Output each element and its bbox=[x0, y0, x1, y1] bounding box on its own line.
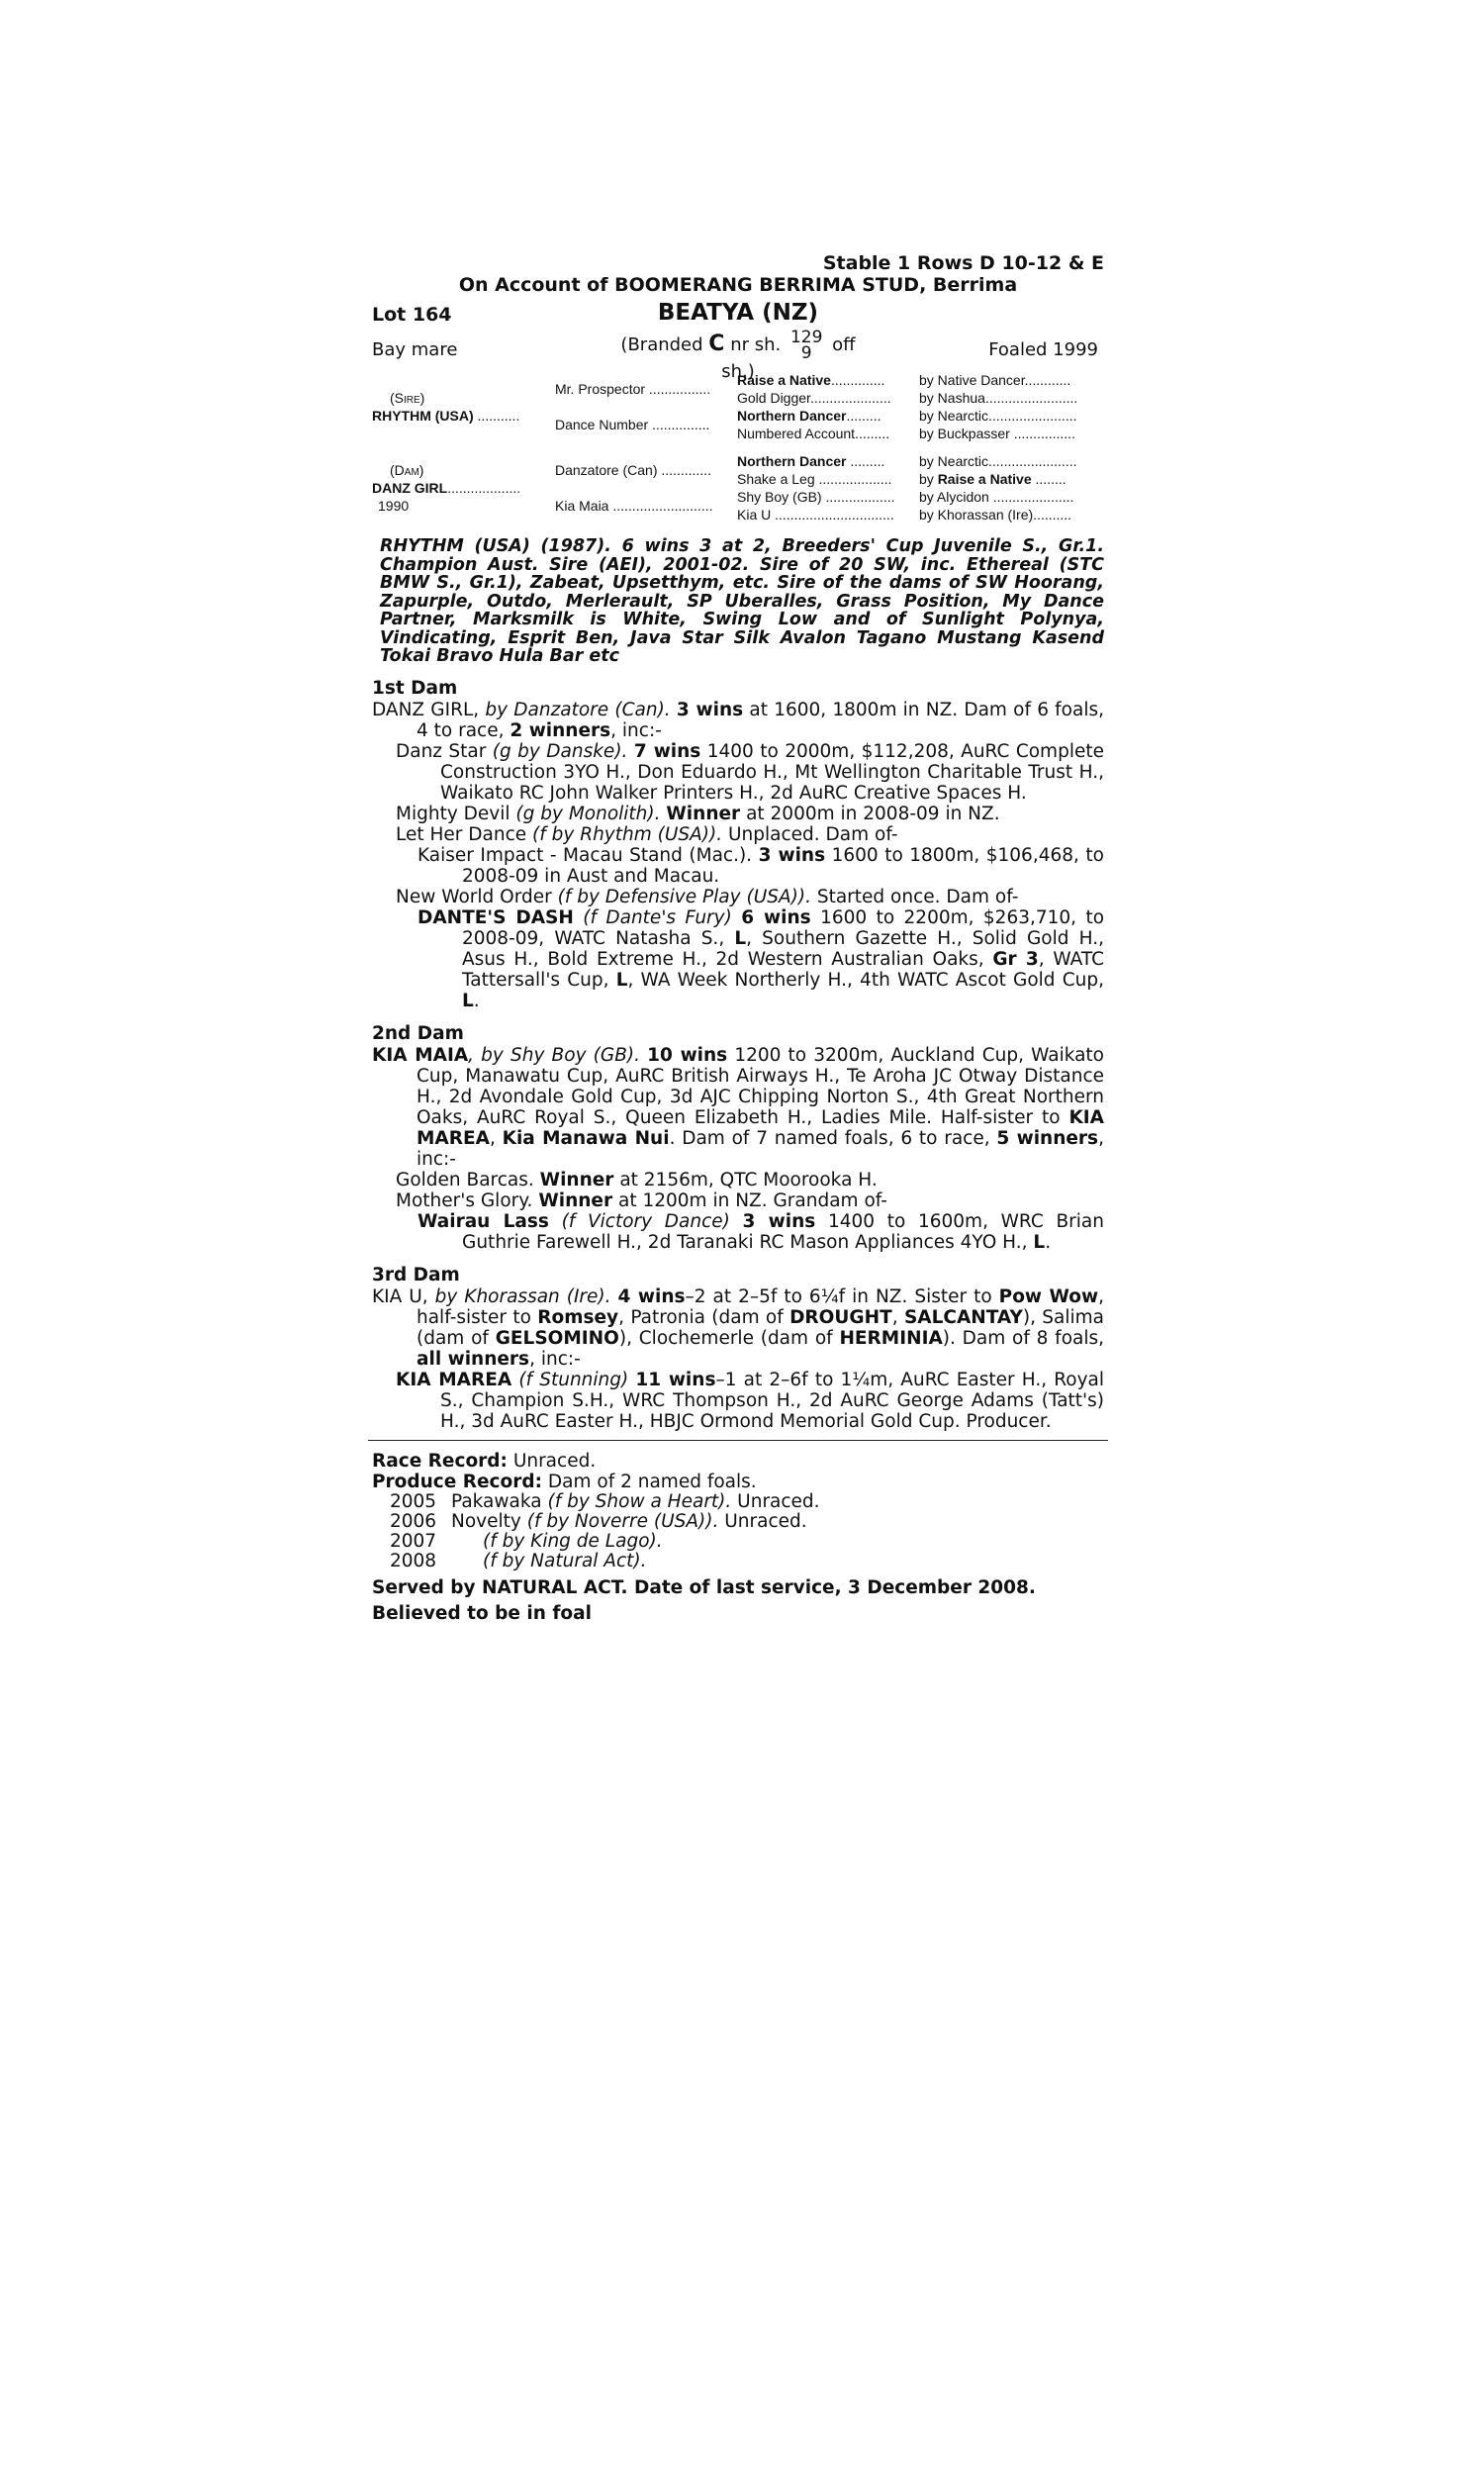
third-dam-heading: 3rd Dam bbox=[372, 1264, 460, 1285]
catalogue-page bbox=[372, 252, 1104, 1625]
produce-record: Produce Record: Dam of 2 named foals. bbox=[372, 1471, 757, 1492]
foal-row: 2005 Pakawaka (f by Show a Heart). Unraced. bbox=[390, 1490, 820, 1512]
g3-5: Shake a Leg ................... bbox=[737, 471, 892, 487]
brand-number-bottom: 9 bbox=[800, 343, 812, 363]
sire-note: RHYTHM (USA) (1987). 6 wins 3 at 2, Breeders' Cup Juvenile S., Gr.1. Champion Aust. Sire (AEI), 2001-02. Sire of 20 SW, inc. Ethereal (STC BMW S., Gr.1), Zabeat, Upsetthym, etc. Sire of the dams of SW Hoorang, Zapurple, Outdo, Merlerault, SP Uberalles, Grass Position, My Dance Partner, Marksmilk is White, Swing Low and of Sunlight Polynya, Vindicating, Esprit Ben, Java Star Silk Avalon Tagano Mustang Kasend Tokai Bravo Hula Bar etc bbox=[380, 536, 1104, 666]
section-divider bbox=[368, 1440, 1108, 1441]
sire-name: RHYTHM (USA) bbox=[372, 408, 474, 424]
g4-3: by Buckpasser ................ bbox=[919, 426, 1075, 441]
race-record: Race Record: Unraced. bbox=[372, 1450, 597, 1472]
sire-sire-cell: Mr. Prospector ................ bbox=[555, 381, 711, 397]
first-dam-intro: DANZ GIRL, by Danzatore (Can). 3 wins at 1600, 1800m in NZ. Dam of 6 foals, 4 to race, 2 winners, inc:- bbox=[372, 699, 1104, 741]
sire-dam-cell: Dance Number ............... bbox=[555, 417, 710, 432]
progeny-mighty-devil: Mighty Devil (g by Monolith). Winner at 2000m in 2008-09 in NZ. bbox=[396, 803, 1000, 824]
progeny-mothers-glory: Mother's Glory. Winner at 1200m in NZ. Grandam of- bbox=[396, 1189, 887, 1211]
g4-4: by Nearctic....................... bbox=[919, 453, 1077, 469]
second-dam-heading: 2nd Dam bbox=[372, 1022, 464, 1044]
dam-sire-cell: Danzatore (Can) ............. bbox=[555, 462, 711, 478]
progeny-let-her-dance: Let Her Dance (f by Rhythm (USA)). Unplaced. Dam of- bbox=[396, 823, 898, 845]
vendor-account: On Account of BOOMERANG BERRIMA STUD, Berrima bbox=[458, 274, 1018, 296]
dam-cell: (Dam) DANZ GIRL................... 1990 bbox=[372, 452, 555, 523]
sire-dam: Dance Number bbox=[555, 417, 649, 432]
g3-6: Shy Boy (GB) .................. bbox=[737, 489, 895, 505]
grandprogeny-kaiser-impact: Kaiser Impact - Macau Stand (Mac.). 3 wins 1600 to 1800m, $106,468, to 2008-09 in Aust and Macau. bbox=[417, 844, 1104, 887]
brand-mark-icon: C bbox=[708, 332, 725, 356]
foaled-year: Foaled 1999 bbox=[988, 339, 1098, 360]
grandprogeny-wairau-lass: Wairau Lass (f Victory Dance) 3 wins 1400 to 1600m, WRC Brian Guthrie Farewell H., 2d Taranaki RC Mason Appliances 4YO H., L. bbox=[417, 1210, 1104, 1253]
horse-sex: Bay mare bbox=[372, 339, 458, 360]
g3-4: Northern Dancer ......... bbox=[737, 453, 885, 469]
g4-6: by Alycidon ..................... bbox=[919, 489, 1074, 505]
progeny-kia-marea: KIA MAREA (f Stunning) 11 wins–1 at 2–6f to 1¼m, AuRC Easter H., Royal S., Champion S.H., WRC Thompson H., 2d AuRC George Adams (Tatt's) H., 3d AuRC Easter H., HBJC Ormond Memorial Gold Cup. Producer. bbox=[396, 1369, 1105, 1432]
third-dam-intro: KIA U, by Khorassan (Ire). 4 wins–2 at 2–5f to 6¼f in NZ. Sister to Pow Wow, half-sister to Romsey, Patronia (dam of DROUGHT, SALCANTAY), Salima (dam of GELSOMINO), Clochemerle (dam of HERMINIA). Dam of 8 foals, all winners, inc:- bbox=[372, 1285, 1105, 1370]
brand-description bbox=[614, 330, 862, 382]
grandprogeny-dantes-dash: DANTE'S DASH (f Dante's Fury) 6 wins 1600 to 2200m, $263,710, to 2008-09, WATC Natasha S., L, Southern Gazette H., Solid Gold H., Asus H., Bold Extreme H., 2d Western Australian Oaks, Gr 3, WATC Tattersall's Cup, L, WA Week Northerly H., 4th WATC Ascot Gold Cup, L. bbox=[417, 906, 1105, 1011]
horse-name: BEATYA (NZ) bbox=[657, 300, 819, 326]
brand-number bbox=[790, 330, 822, 361]
g4-2: by Nearctic....................... bbox=[919, 408, 1077, 424]
foal-row: 2007 (f by King de Lago). bbox=[390, 1530, 663, 1552]
sire-label: (Sire) bbox=[390, 390, 425, 406]
g4-0: by Native Dancer............ bbox=[919, 372, 1071, 388]
stable-location: Stable 1 Rows D 10-12 & E bbox=[822, 252, 1104, 274]
dam-label: (Dam) bbox=[390, 462, 424, 478]
dam-dam-cell: Kia Maia .......................... bbox=[555, 498, 713, 514]
g3-2: Northern Dancer......... bbox=[737, 408, 881, 424]
brand-mid: nr sh. bbox=[730, 334, 782, 355]
g3-0: Raise a Native.............. bbox=[737, 372, 885, 388]
g3-7: Kia U ............................... bbox=[737, 507, 894, 523]
dam-name: DANZ GIRL bbox=[372, 480, 448, 496]
dam-sire: Danzatore (Can) bbox=[555, 462, 658, 478]
service-note: Served by NATURAL ACT. Date of last service, 3 December 2008. bbox=[372, 1576, 1036, 1598]
first-dam-heading: 1st Dam bbox=[372, 677, 458, 699]
second-dam-intro: KIA MAIA, by Shy Boy (GB). 10 wins 1200 to 3200m, Auckland Cup, Waikato Cup, Manawatu Cup, AuRC British Airways H., Te Aroha JC Otway Distance H., 2d Avondale Gold Cup, 3d AJC Chipping Norton S., 4th Great Northern Oaks, AuRC Royal S., Queen Elizabeth H., Ladies Mile. Half-sister to KIA MAREA, Kia Manawa Nui. Dam of 7 named foals, 6 to race, 5 winners, inc:- bbox=[372, 1044, 1105, 1170]
progeny-danz-star: Danz Star (g by Danske). 7 wins 1400 to 2000m, $112,208, AuRC Complete Construction 3YO H., Don Eduardo H., Mt Wellington Charitable Trust H., Waikato RC John Walker Printers H., 2d AuRC Creative Spaces H. bbox=[396, 740, 1104, 804]
lot-row bbox=[372, 300, 1104, 330]
dam-year: 1990 bbox=[378, 498, 410, 514]
pedigree-table bbox=[372, 371, 1104, 523]
g4-7: by Khorassan (Ire).......... bbox=[919, 507, 1072, 523]
sire-cell: (Sire) RHYTHM (USA) ........... bbox=[372, 371, 555, 442]
foal-row: 2006 Novelty (f by Noverre (USA)). Unraced. bbox=[390, 1510, 807, 1532]
dam-dam: Kia Maia bbox=[555, 498, 609, 514]
brand-prefix: (Branded bbox=[620, 334, 703, 355]
lot-number: Lot 164 bbox=[372, 304, 452, 326]
sire-sire: Mr. Prospector bbox=[555, 381, 646, 397]
g3-3: Numbered Account......... bbox=[737, 426, 890, 441]
progeny-golden-barcas: Golden Barcas. Winner at 2156m, QTC Moorooka H. bbox=[396, 1169, 878, 1190]
foal-status: Believed to be in foal bbox=[372, 1602, 592, 1624]
brand-suffix: off sh.) bbox=[721, 334, 856, 382]
g4-1: by Nashua........................ bbox=[919, 390, 1078, 406]
brand-number-top: 129 bbox=[789, 328, 823, 347]
g3-1: Gold Digger..................... bbox=[737, 390, 891, 406]
g4-5: by Raise a Native ........ bbox=[919, 471, 1067, 487]
progeny-new-world-order: New World Order (f by Defensive Play (USA)). Started once. Dam of- bbox=[396, 886, 1019, 907]
foal-row: 2008 (f by Natural Act). bbox=[390, 1550, 647, 1571]
